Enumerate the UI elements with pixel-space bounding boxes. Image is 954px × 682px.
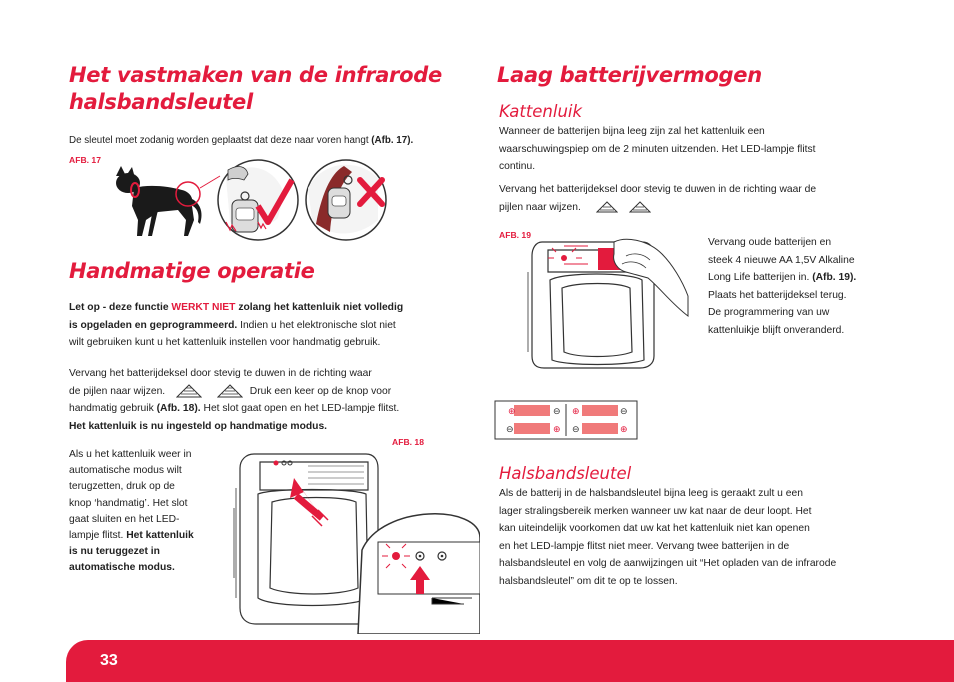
figure-18-illustration: [232, 448, 480, 634]
figure-17-illustration: [108, 158, 398, 244]
fig19-label: AFB. 19: [499, 230, 531, 240]
manual-warning: Let op - deze functie WERKT NIET zolang het kattenluik niet volledig is opgeladen en geprogrammeerd. Indien u het elektronische slot niet wilt gebruiken kunt u het kattenluik instellen voor handmatig gebruik.: [69, 302, 404, 349]
footer-bar: [66, 640, 954, 682]
battery-orientation-diagram: [494, 400, 638, 440]
battery-icon: [506, 423, 561, 435]
kattenluik-text: Wanneer de batterijen bijna leeg zijn zal het kattenluik een waarschuwingspiep om de 2 minuten uitzenden. Het LED-lampje flitst continu.: [499, 126, 816, 173]
battery-icon: [508, 405, 561, 417]
svg-text:⊕: ⊕: [572, 407, 580, 417]
arrow-up-icon: [176, 384, 202, 398]
svg-text:⊕: ⊕: [553, 425, 561, 435]
page-number: 33: [100, 652, 118, 669]
svg-text:⊖: ⊖: [620, 407, 628, 417]
svg-text:⊕: ⊕: [620, 425, 628, 435]
svg-text:⊖: ⊖: [572, 425, 580, 435]
figure-19-illustration: [522, 232, 690, 372]
arrow-up-icon: [629, 201, 651, 213]
intro-text: De sleutel moet zodanig worden geplaatst dat deze naar voren hangt (Afb. 17).: [69, 135, 414, 146]
zoom-inset: [358, 514, 480, 634]
arrow-up-icon: [217, 384, 243, 398]
section-title-attach: Het vastmaken van de infrarode halsbandsleutel: [69, 63, 442, 114]
incorrect-placement-circle: [306, 160, 386, 240]
svg-text:⊕: ⊕: [508, 407, 516, 417]
manual-instructions: Vervang het batterijdeksel door stevig te duwen in de richting waar de pijlen naar wijzen. Druk een keer op de knop voor handmatig gebruik (Afb. 18). Het slot gaat open en het LED-lampje flitst. Het kattenluik is nu ingesteld op handmatige modus.: [69, 368, 400, 432]
auto-mode-instructions: Als u het kattenluik weer in automatische modus wilt terugzetten, druk op de knop ‘handmatig’. Het slot gaat sluiten en het LED- lampje flitst. Het kattenluik is nu teruggezet in automatische modus.: [69, 449, 194, 574]
fig18-label: AFB. 18: [392, 437, 424, 447]
cat-flap-outline: [234, 454, 378, 624]
arrow-up-icon: [596, 201, 618, 213]
section-title-battery: Laag batterijvermogen: [497, 63, 762, 87]
subtitle-kattenluik: Kattenluik: [499, 102, 583, 121]
cat-silhouette: [116, 166, 202, 236]
subtitle-halsbandsleutel: Halsbandsleutel: [499, 464, 632, 483]
section-title-manual: Handmatige operatie: [69, 259, 315, 283]
hand-icon: [614, 239, 688, 316]
battery-replace-text: Vervang oude batterijen en steek 4 nieuwe AA 1,5V Alkaline Long Life batterijen in. (Afb. 19). Plaats het batterijdeksel terug. De programmering van uw kattenluikje blijft onveranderd.: [708, 237, 857, 336]
halsbandsleutel-text: Als de batterij in de halsbandsleutel bijna leeg is geraakt zult u een lager stralingsbereik merken wanneer uw kat naar de deur loopt. Het kan uiteindelijk voorkomen dat uw kat het kattenluik niet kan openen en het LED-lampje flitst niet meer. Vervang twee batterijen in de halsbandsleutel en volg de aanwijzingen uit “Het opladen van de infrarode halsbandsleutel” om dit te op te lossen.: [499, 488, 837, 587]
fig17-label: AFB. 17: [69, 155, 101, 165]
svg-text:⊖: ⊖: [553, 407, 561, 417]
battery-cover-text: Vervang het batterijdeksel door stevig te duwen in de richting waar de pijlen naar wijzen.: [499, 184, 817, 213]
correct-placement-circle: [218, 160, 298, 240]
svg-text:⊖: ⊖: [506, 425, 514, 435]
